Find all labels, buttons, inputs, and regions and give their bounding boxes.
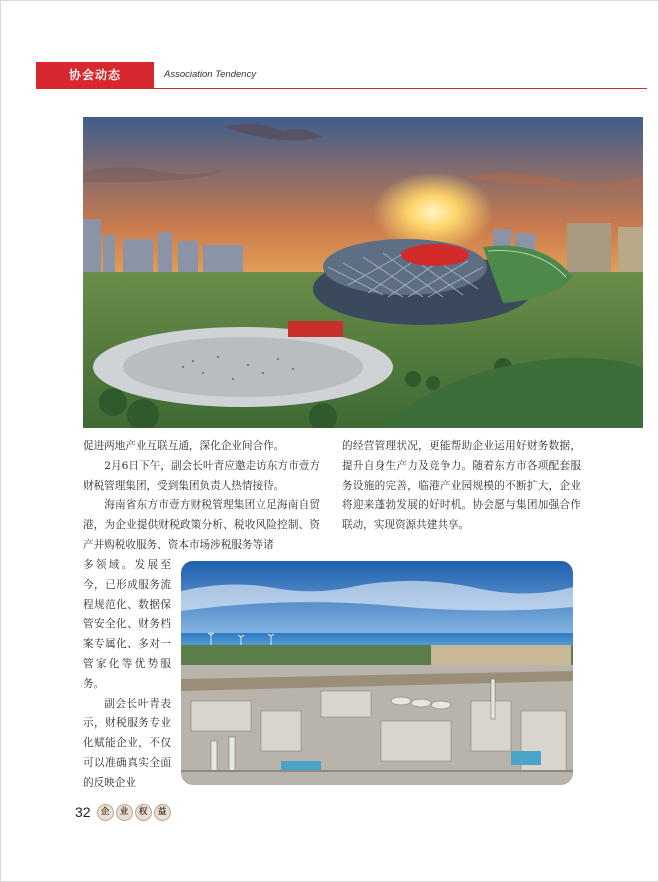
- section-header: [36, 62, 647, 89]
- magazine-logo-char: 企: [97, 804, 114, 821]
- article-right-column: [342, 437, 581, 536]
- paragraph: 多领域。发展至今，已形成服务流程规范化、数据保管安全化、财务档案专属化、多对一管家化等优势服务。: [83, 559, 171, 690]
- paragraph: 的经营管理状况，更能帮助企业运用好财务数据，提升自身生产力及竞争力。随着东方市各项配套服务设施的完善，临港产业园规模的不断扩大，企业将迎来蓬勃发展的好时机。协会愿与集团加强合作联动，实现资源共建共享。: [342, 440, 581, 532]
- section-title-en: Association Tendency: [164, 69, 257, 80]
- section-tag: 协会动态: [36, 62, 154, 88]
- paragraph: 2月6日下午，副会长叶青应邀走访东方市壹方财税管理集团，受到集团负责人热情接待。: [83, 459, 320, 492]
- magazine-logo: [97, 804, 171, 821]
- article-left-column: [83, 437, 320, 556]
- magazine-logo-char: 益: [154, 804, 171, 821]
- paragraph: 海南省东方市壹方财税管理集团立足海南自贸港，为企业提供财税政策分析、税收风险控制、资产并购税收服务、资本市场涉税服务等诸: [83, 499, 320, 551]
- paragraph: 副会长叶青表示，财税服务专业化赋能企业，不仅可以准确真实全面的反映企业: [83, 697, 171, 789]
- page-footer: [75, 801, 171, 823]
- page-number: 32: [75, 804, 91, 820]
- city-stadium-photo: [83, 117, 643, 428]
- article-narrow-column: [83, 556, 171, 794]
- magazine-logo-char: 权: [135, 804, 152, 821]
- industrial-park-photo: [181, 561, 573, 785]
- magazine-logo-char: 业: [116, 804, 133, 821]
- paragraph: 促进两地产业互联互通，深化企业间合作。: [83, 440, 285, 452]
